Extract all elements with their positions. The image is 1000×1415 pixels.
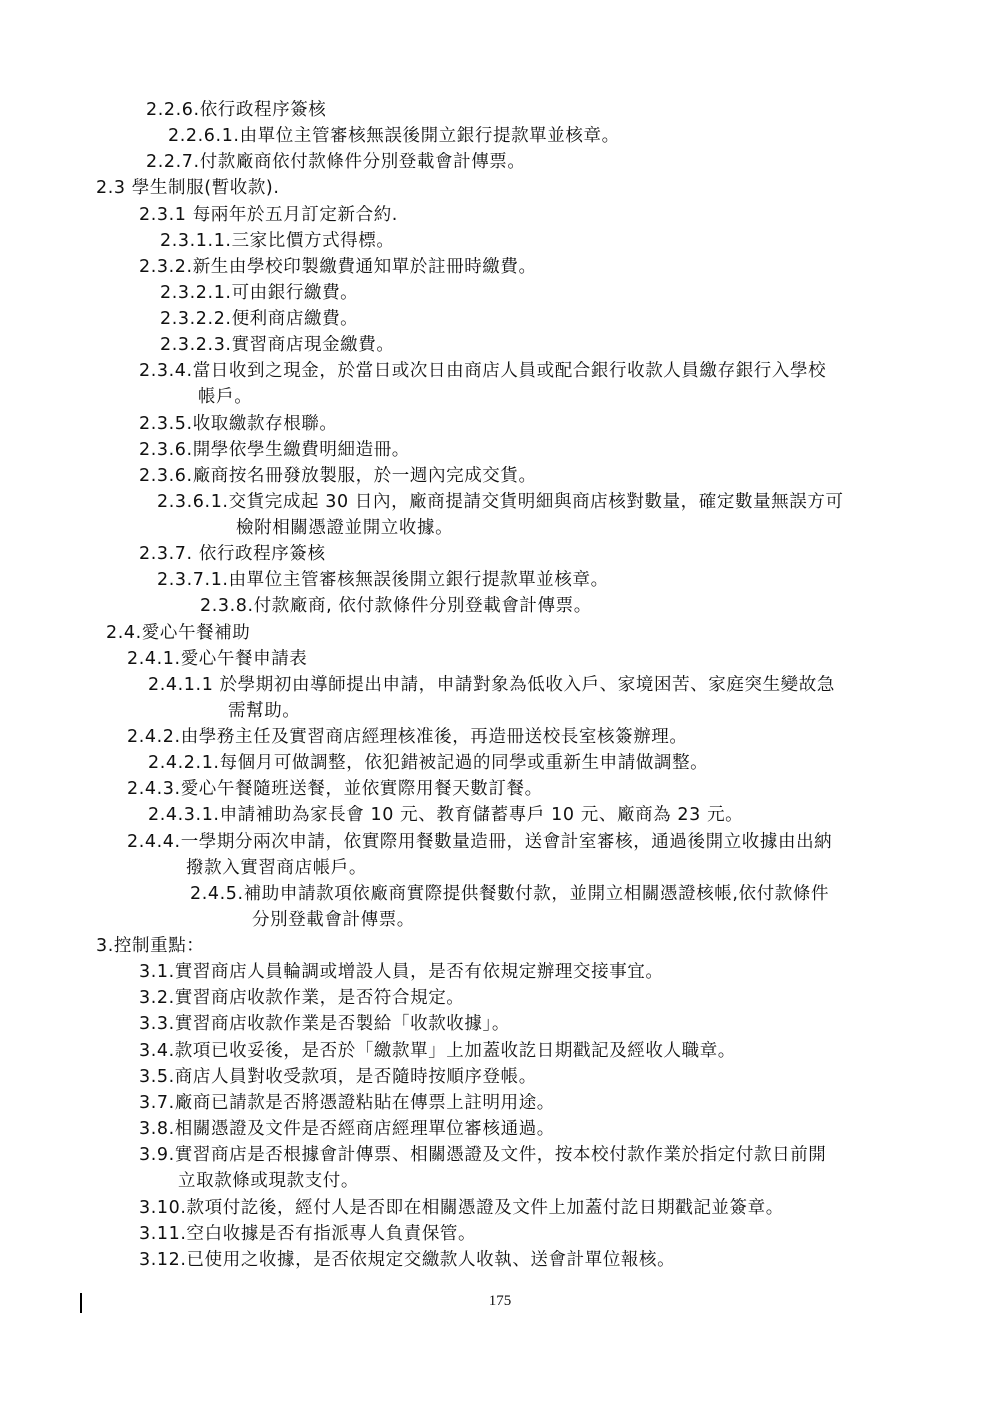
section-heading: 3.控制重點： [96,936,205,956]
text-line: 3.12.已使用之收據，是否依規定交繳款人收執、送會計單位報核。 [139,1250,676,1270]
text-line: 2.2.7.付款廠商依付款條件分別登載會計傳票。 [146,152,526,172]
text-line-continuation: 需幫助。 [228,701,301,721]
text-line-continuation: 立取款條或現款支付。 [178,1171,359,1191]
text-line: 3.1.實習商店人員輪調或增設人員，是否有依規定辦理交接事宜。 [139,962,664,982]
text-line: 2.4.2.1.每個月可做調整，依犯錯被記過的同學或重新生申請做調整。 [148,753,709,773]
text-line-continuation: 撥款入實習商店帳戶。 [186,858,367,878]
text-line: 2.3.4.當日收到之現金，於當日或次日由商店人員或配合銀行收款人員繳存銀行入學校 [139,361,827,381]
text-line: 2.2.6.1.由單位主管審核無誤後開立銀行提款單並核章。 [168,126,620,146]
text-line: 2.3.5.收取繳款存根聯。 [139,414,338,434]
text-line: 2.3.2.3.實習商店現金繳費。 [160,335,395,355]
text-line: 2.4.1.愛心午餐申請表 [127,649,308,669]
text-line: 2.4.4.一學期分兩次申請，依實際用餐數量造冊，送會計室審核，通過後開立收據由出納 [127,832,833,852]
text-line: 2.3.2.1.可由銀行繳費。 [160,283,359,303]
text-line: 2.3.6.開學依學生繳費明細造冊。 [139,440,410,460]
text-line: 3.7.廠商已請款是否將憑證粘貼在傳票上註明用途。 [139,1093,555,1113]
text-line: 2.3.1.1.三家比價方式得標。 [160,231,395,251]
section-heading: 2.3 學生制服(暫收款). [96,178,280,198]
text-line: 3.8.相關憑證及文件是否經商店經理單位審核通過。 [139,1119,555,1139]
text-line-continuation: 分別登載會計傳票。 [252,910,415,930]
text-line: 3.10.款項付訖後，經付人是否即在相關憑證及文件上加蓋付訖日期戳記並簽章。 [139,1198,784,1218]
page-number: 175 [488,1293,512,1309]
text-line: 2.3.2.新生由學校印製繳費通知單於註冊時繳費。 [139,257,537,277]
text-line: 2.4.5.補助申請款項依廠商實際提供餐數付款，並開立相關憑證核帳,依付款條件 [190,884,830,904]
text-line: 2.4.1.1 於學期初由導師提出申請，申請對象為低收入戶、家境困苦、家庭突生變故急 [148,675,835,695]
text-line: 3.4.款項已收妥後，是否於「繳款單」上加蓋收訖日期戳記及經收人職章。 [139,1041,736,1061]
text-line: 2.2.6.依行政程序簽核 [146,100,327,120]
text-line: 2.3.8.付款廠商, 依付款條件分別登載會計傳票。 [200,596,592,616]
text-line: 2.3.2.2.便利商店繳費。 [160,309,359,329]
text-line: 3.2.實習商店收款作業，是否符合規定。 [139,988,465,1008]
text-line: 2.3.6.1.交貨完成起 30 日內，廠商提請交貨明細與商店核對數量，確定數量無誤方可 [157,492,844,512]
text-line: 3.3.實習商店收款作業是否製給「收款收據」。 [139,1014,510,1034]
text-line: 2.3.6.廠商按名冊發放製服，於一週內完成交貨。 [139,466,537,486]
text-line: 2.3.7.1.由單位主管審核無誤後開立銀行提款單並核章。 [157,570,609,590]
text-line: 3.9.實習商店是否根據會計傳票、相關憑證及文件，按本校付款作業於指定付款日前開 [139,1145,827,1165]
text-line: 2.4.3.愛心午餐隨班送餐，並依實際用餐天數訂餐。 [127,779,543,799]
text-line: 3.5.商店人員對收受款項，是否隨時按順序登帳。 [139,1067,537,1087]
text-line-continuation: 帳戶。 [198,387,253,407]
text-line: 2.4.3.1.申請補助為家長會 10 元、教育儲蓄專戶 10 元、廠商為 23 元。 [148,805,744,825]
text-line-continuation: 檢附相關憑證並開立收據。 [236,518,454,538]
text-line: 2.4.2.由學務主任及實習商店經理核准後，再造冊送校長室核簽辦理。 [127,727,688,747]
text-line: 2.3.1 每兩年於五月訂定新合約. [139,205,398,225]
text-line: 3.11.空白收據是否有指派專人負責保管。 [139,1224,477,1244]
text-line: 2.3.7. 依行政程序簽核 [139,544,326,564]
section-heading: 2.4.愛心午餐補助 [106,623,251,643]
